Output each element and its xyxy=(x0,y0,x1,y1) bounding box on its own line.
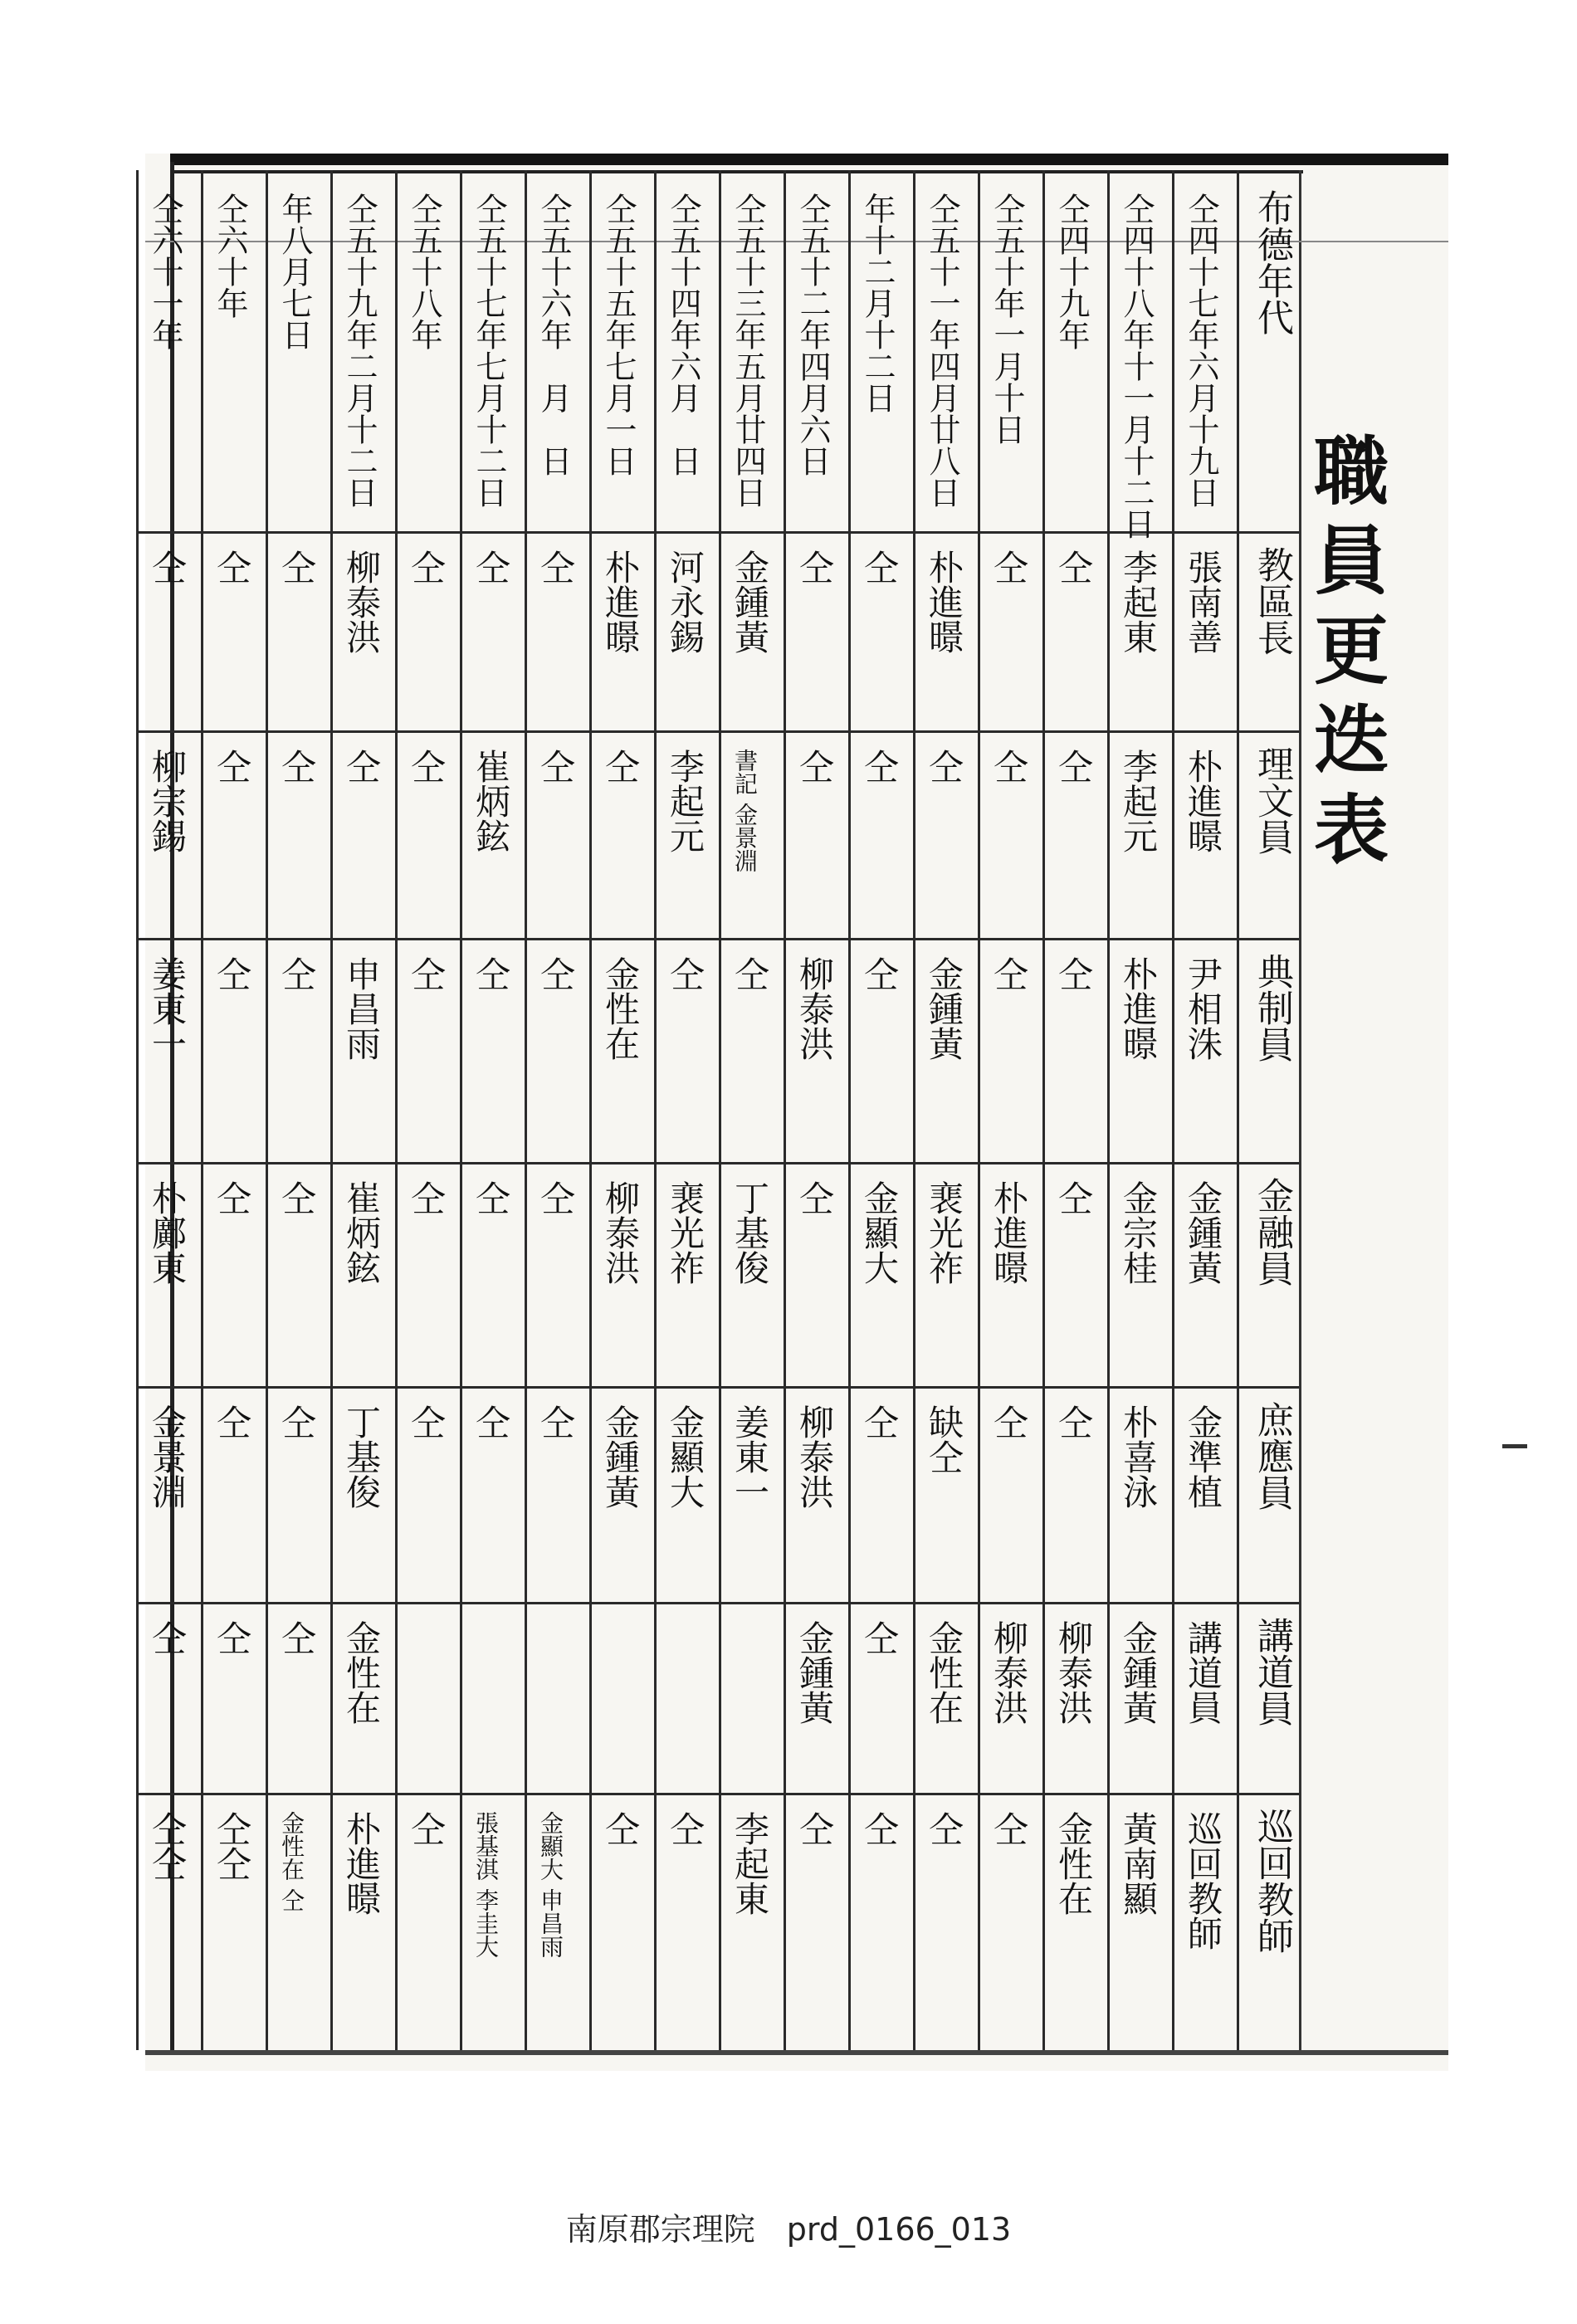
table-cell: 書記 金景淵 xyxy=(731,749,759,872)
table-header-6: 講道員 xyxy=(1251,1617,1293,1726)
table-row-divider xyxy=(136,1793,1299,1795)
table-cell: 仝 xyxy=(1053,1404,1094,1439)
table-cell: 尹相洙 xyxy=(1183,956,1223,1061)
frame-bottom-line xyxy=(145,2050,1448,2055)
table-cell: 金性在 xyxy=(1053,1811,1094,1916)
table-cell: 姜東一 xyxy=(730,1404,770,1509)
table-cell: 柳泰洪 xyxy=(341,549,382,654)
table-cell: 李起東 xyxy=(730,1811,770,1916)
table-cell: 仝四十八年十一月十二日 xyxy=(1118,193,1155,540)
table-cell: 李起元 xyxy=(665,749,706,853)
table-cell: 仝 xyxy=(212,956,252,991)
table-cell: 仝五十二年四月六日 xyxy=(794,193,831,476)
table-cell: 仝 xyxy=(212,1404,252,1439)
table-column-divider xyxy=(525,170,527,2050)
table-cell: 仝 xyxy=(406,1180,447,1215)
table-cell: 仝 xyxy=(535,1404,576,1439)
table-cell: 仝 xyxy=(859,749,900,784)
table-cell: 年八月七日 xyxy=(276,193,313,350)
table-cell: 仝 xyxy=(989,1404,1029,1439)
table-cell: 仝 xyxy=(147,549,188,584)
table-cell: 仝五十八年 xyxy=(406,193,442,350)
table-column-divider xyxy=(1172,170,1174,2050)
table-cell: 朴進暻 xyxy=(1118,956,1159,1061)
table-cell: 仝 xyxy=(794,749,835,784)
table-cell: 崔炳鉉 xyxy=(471,749,511,853)
table-header-7: 巡回教師 xyxy=(1251,1808,1293,1954)
table-cell: 黃南顯 xyxy=(1118,1811,1159,1916)
table-cell: 柳泰洪 xyxy=(989,1620,1029,1725)
table-cell: 柳泰洪 xyxy=(794,956,835,1061)
table-cell: 金鍾黃 xyxy=(600,1404,641,1509)
table-cell: 丁基俊 xyxy=(341,1404,382,1509)
table-cell: 金性在 仝 xyxy=(278,1811,305,1911)
table-cell: 仝 xyxy=(859,1620,900,1655)
table-cell: 仝 xyxy=(859,956,900,991)
table-cell: 仝五十四年六月 日 xyxy=(665,193,701,476)
table-cell: 仝 xyxy=(212,549,252,584)
page-footer: 南原郡宗理院 prd_0166_013 xyxy=(565,2211,1012,2248)
table-cell: 仝 xyxy=(535,549,576,584)
table-cell: 講道員 xyxy=(1183,1620,1223,1725)
table-column-divider xyxy=(589,170,592,2050)
table-cell: 金準植 xyxy=(1183,1404,1223,1509)
table-cell: 仝 xyxy=(276,956,317,991)
table-cell: 仝 xyxy=(276,1404,317,1439)
table-cell: 仝 xyxy=(471,956,511,991)
table-cell: 仝 xyxy=(406,1811,447,1846)
table-column-divider xyxy=(1107,170,1110,2050)
table-cell: 缺仝 xyxy=(924,1404,964,1474)
table-cell: 仝 xyxy=(1053,956,1094,991)
table-cell: 巡回教師 xyxy=(1183,1811,1223,1950)
table-cell: 柳泰洪 xyxy=(1053,1620,1094,1725)
table-cell: 仝 xyxy=(924,1811,964,1846)
table-cell: 仝仝 xyxy=(147,1811,188,1881)
table-row-divider xyxy=(136,1386,1299,1389)
table-cell: 仝 xyxy=(665,956,706,991)
table-cell: 仝 xyxy=(406,549,447,584)
table-cell: 仝 xyxy=(341,749,382,784)
table-cell: 朴喜泳 xyxy=(1118,1404,1159,1509)
table-cell: 仝六十一年 xyxy=(147,193,183,350)
table-cell: 朴進暻 xyxy=(1183,749,1223,853)
table-cell: 仝 xyxy=(600,749,641,784)
table-row-divider xyxy=(136,1602,1299,1604)
table-column-divider xyxy=(330,170,333,2050)
table-header-4: 金融員 xyxy=(1251,1177,1293,1286)
table-cell: 仝 xyxy=(406,749,447,784)
table-cell: 仝 xyxy=(276,549,317,584)
table-cell: 張基淇 李圭大 xyxy=(472,1811,500,1958)
table-cell: 仝 xyxy=(730,956,770,991)
table-cell: 金鍾黃 xyxy=(794,1620,835,1725)
table-cell: 仝 xyxy=(924,749,964,784)
table-cell: 金景淵 xyxy=(147,1404,188,1509)
table-cell: 仝四十七年六月十九日 xyxy=(1183,193,1219,508)
table-column-divider xyxy=(266,170,268,2050)
table-cell: 金顯大 xyxy=(665,1404,706,1509)
table-cell: 仝 xyxy=(989,956,1029,991)
table-cell: 仝 xyxy=(276,1180,317,1215)
frame-left-line xyxy=(170,162,174,2054)
table-cell: 朴進暻 xyxy=(341,1811,382,1916)
table-cell: 仝 xyxy=(276,749,317,784)
table-column-divider xyxy=(460,170,462,2050)
table-cell: 仝五十六年 月 日 xyxy=(535,193,572,476)
table-cell: 裵光祚 xyxy=(665,1180,706,1285)
table-column-divider xyxy=(1237,170,1239,2050)
table-cell: 仝 xyxy=(1053,749,1094,784)
table-cell: 柳宗錫 xyxy=(147,749,188,853)
table-cell: 河永錫 xyxy=(665,549,706,654)
table-cell: 仝 xyxy=(535,1180,576,1215)
table-cell: 金鍾黃 xyxy=(1118,1620,1159,1725)
table-column-divider xyxy=(719,170,721,2050)
table-header-2: 理文員 xyxy=(1251,745,1293,855)
top-border-bar xyxy=(170,154,1448,165)
table-cell: 朴進暻 xyxy=(600,549,641,654)
table-cell: 金鍾黃 xyxy=(924,956,964,1061)
frame-top-line xyxy=(170,170,1303,173)
table-cell: 仝 xyxy=(535,749,576,784)
table-cell: 仝 xyxy=(471,1180,511,1215)
table-cell: 仝五十九年二月十二日 xyxy=(341,193,378,508)
table-cell: 李起東 xyxy=(1118,549,1159,654)
table-header-1: 教區長 xyxy=(1251,546,1293,656)
table-cell: 仝五十三年五月廿四日 xyxy=(730,193,766,508)
table-cell: 丁基俊 xyxy=(730,1180,770,1285)
table-column-divider xyxy=(784,170,786,2050)
table-column-divider xyxy=(136,170,139,2050)
table-cell: 金性在 xyxy=(600,956,641,1061)
table-cell: 金顯大 申昌雨 xyxy=(537,1811,564,1958)
table-cell: 裵光祚 xyxy=(924,1180,964,1285)
table-row-divider xyxy=(136,938,1299,940)
table-cell: 金顯大 xyxy=(859,1180,900,1285)
table-cell: 金鍾黃 xyxy=(1183,1180,1223,1285)
table-cell: 仝 xyxy=(665,1811,706,1846)
table-cell: 仝五十七年七月十二日 xyxy=(471,193,507,508)
table-column-divider xyxy=(913,170,915,2050)
table-cell: 李起元 xyxy=(1118,749,1159,853)
table-header-3: 典制員 xyxy=(1251,953,1293,1062)
table-column-divider xyxy=(201,170,203,2050)
table-cell: 仝 xyxy=(794,1811,835,1846)
table-cell: 仝 xyxy=(471,549,511,584)
table-cell: 仝 xyxy=(406,956,447,991)
table-cell: 仝 xyxy=(471,1404,511,1439)
table-cell: 仝 xyxy=(859,1811,900,1846)
table-cell: 仝 xyxy=(276,1620,317,1655)
table-cell: 仝 xyxy=(989,1811,1029,1846)
table-row-divider xyxy=(136,1162,1299,1164)
table-cell: 年十二月十二日 xyxy=(859,193,896,413)
scan-edge-tick xyxy=(1502,1444,1527,1448)
table-cell: 朴鄺東 xyxy=(147,1180,188,1285)
table-cell: 仝 xyxy=(535,956,576,991)
table-cell: 仝 xyxy=(989,749,1029,784)
table-cell: 仝 xyxy=(794,1180,835,1215)
table-cell: 仝 xyxy=(859,549,900,584)
table-row-divider xyxy=(136,730,1299,733)
table-header-0: 布德年代 xyxy=(1251,189,1293,335)
table-column-divider xyxy=(978,170,980,2050)
table-cell: 申昌雨 xyxy=(341,956,382,1061)
table-cell: 仝仝 xyxy=(212,1811,252,1881)
table-column-divider xyxy=(1042,170,1045,2050)
table-cell: 仝 xyxy=(1053,549,1094,584)
table-cell: 仝五十一年四月廿八日 xyxy=(924,193,960,508)
document-title: 職員更迭表 xyxy=(1301,432,1389,880)
table-cell: 金宗桂 xyxy=(1118,1180,1159,1285)
table-cell: 金性在 xyxy=(924,1620,964,1725)
table-cell: 朴進暻 xyxy=(989,1180,1029,1285)
table-cell: 仝 xyxy=(859,1404,900,1439)
table-cell: 張南善 xyxy=(1183,549,1223,654)
table-cell: 柳泰洪 xyxy=(600,1180,641,1285)
table-cell: 仝 xyxy=(1053,1180,1094,1215)
table-column-divider xyxy=(395,170,398,2050)
table-cell: 仝 xyxy=(147,1620,188,1655)
table-column-divider xyxy=(848,170,851,2050)
table-cell: 仝 xyxy=(212,1620,252,1655)
table-cell: 朴進暻 xyxy=(924,549,964,654)
table-cell: 仝五十五年七月一日 xyxy=(600,193,637,476)
table-column-divider xyxy=(654,170,657,2050)
table-cell: 仝 xyxy=(212,749,252,784)
table-cell: 仝五十年一月十日 xyxy=(989,193,1025,445)
table-cell: 仝 xyxy=(600,1811,641,1846)
table-cell: 柳泰洪 xyxy=(794,1404,835,1509)
table-cell: 仝 xyxy=(989,549,1029,584)
table-cell: 崔炳鉉 xyxy=(341,1180,382,1285)
table-cell: 仝六十年 xyxy=(212,193,248,319)
table-cell: 仝 xyxy=(212,1180,252,1215)
table-cell: 金鍾黃 xyxy=(730,549,770,654)
table-cell: 仝 xyxy=(794,549,835,584)
table-cell: 金性在 xyxy=(341,1620,382,1725)
table-cell: 姜東一 xyxy=(147,956,188,1061)
table-cell: 仝 xyxy=(406,1404,447,1439)
table-cell: 仝四十九年 xyxy=(1053,193,1090,350)
table-header-5: 庶應員 xyxy=(1251,1401,1293,1511)
